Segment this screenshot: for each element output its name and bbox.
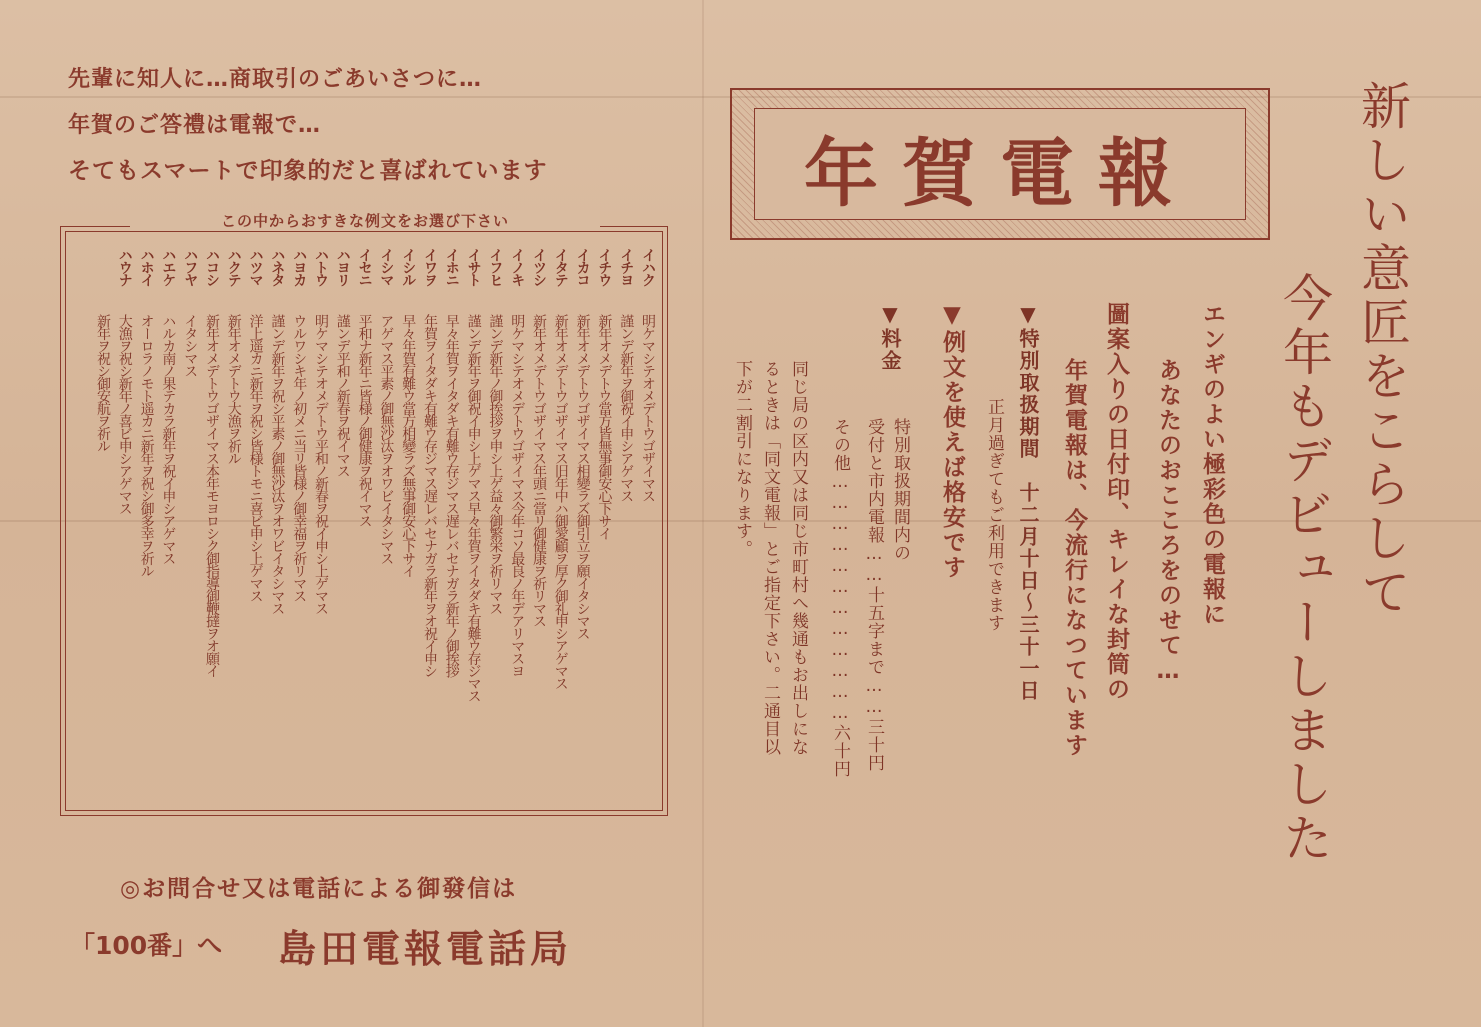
example-text: 新年オメデトウゴザイマス年頭ニ當リ御健康ヲ祈リマス: [531, 314, 547, 627]
intro-line-1: 先輩に知人に…商取引のごあいさつに…: [68, 67, 483, 92]
example-code: ハヨリ: [334, 248, 351, 286]
example-code: イホニ: [443, 248, 460, 286]
example-code: ハヨカ: [291, 248, 308, 286]
fee-row-2: 受付と市内電報……十五字まで……三十円: [864, 418, 884, 772]
example-text: 明ケマシテオメデトウ平和ノ新春ヲ祝イ申シ上ゲマス: [313, 314, 329, 614]
example-code: ハウナ: [116, 248, 133, 286]
intro-line-2: 年賀のご答禮は電報で…: [68, 113, 322, 138]
example-code: イフヒ: [487, 248, 504, 286]
example-text: 謹ンデ新年ノ御挨拶ヲ申シ上ゲ益々御繁栄ヲ祈リマス: [487, 314, 504, 614]
example-text: 大漁ヲ祝シ新年ノ喜ビ申シアゲマス: [116, 314, 133, 514]
example-code: ハツマ: [247, 248, 264, 286]
example-code: イカコ: [574, 248, 591, 286]
fee-row-3: その他………………………………六十円: [830, 418, 850, 778]
feature-line-2: あなたのおこころをのせて…: [1155, 358, 1181, 686]
title-banner-inner: [754, 108, 1246, 220]
example-text: 洋上遥カニ新年ヲ祝シ皆様トモニ喜ビ申シ上ゲマス: [247, 314, 264, 602]
fold-line: [702, 0, 704, 1027]
example-code: イハク: [640, 248, 656, 286]
cheap-heading: ▼例文を使えば格安です: [939, 302, 965, 580]
example-code: イシル: [400, 248, 417, 286]
example-text: 新年オメデトウゴザイマス本年モヨロシク御指導御鞭撻ヲオ願イ: [204, 314, 220, 677]
example-code: イワヲ: [422, 248, 438, 286]
example-text: 明ケマシテオメデトウゴザイマス: [640, 314, 656, 502]
example-text: 早々年賀有難ウ當方相變ラズ無事御安心下サイ: [400, 314, 417, 577]
example-text: 新年オメデトウゴザイマス相變ラズ御引立ヲ願イタシマス: [574, 314, 591, 639]
title-banner: [730, 88, 1270, 240]
example-code: ハクテ: [225, 248, 242, 286]
example-code: ハコシ: [204, 248, 220, 286]
bulk-line-1: 同じ局の区内又は同じ市町村へ幾通もお出しにな: [788, 360, 808, 756]
banner-title: 年賀電報: [804, 131, 1196, 217]
example-text: 明ケマシテオメデトウゴザイマス今年コソ最良ノ年デアリマスヨ: [509, 314, 526, 677]
headline-line-2: 今年もデビューしました: [1275, 272, 1333, 866]
example-text: アゲマス平素ノ御無沙汰ヲオワビイタシマス: [378, 314, 395, 564]
example-text: 謹ンデ新年ヲ御祝イ申シアゲマス: [618, 314, 635, 502]
example-code: イセニ: [356, 248, 373, 286]
example-text: 謹ンデ新年ヲ御祝イ申シ上ゲマス早々年賀ヲイタダキ有難ウ存ジマス: [465, 314, 482, 702]
example-code: ハエケ: [160, 248, 177, 286]
phone-number: 「100番」へ: [70, 931, 223, 960]
example-code: イノキ: [509, 248, 526, 286]
period-heading: ▼特別取扱期間 十二月十日〜三十一日: [1016, 302, 1040, 702]
example-code: ハトウ: [313, 248, 329, 286]
example-text: オーロラノモト遥カニ新年ヲ祝シ御多幸ヲ祈ル: [138, 314, 155, 577]
example-text: 新年ヲ祝シ御安航ヲ祈ル: [95, 314, 111, 452]
example-code: ハネタ: [269, 248, 286, 286]
feature-line-4: 年賀電報は、今流行になつています: [1061, 358, 1087, 758]
examples-title: この中からおすきな例文をお選び下さい: [130, 210, 600, 231]
example-text: 新年オメデトウゴザイマス旧年中ハ御愛顧ヲ厚ク御礼申シアゲマス: [552, 314, 569, 689]
bulk-line-3: 下が二割引になります。: [732, 360, 752, 558]
example-text: 早々年賀ヲイタダキ有難ウ存ジマス遅レバセナガラ新年ノ御挨拶: [443, 314, 460, 677]
example-code: イタテ: [552, 248, 569, 286]
office-name: 島田電報電話局: [278, 927, 573, 971]
bulk-line-2: るときは「同文電報」とご指定下さい。二通目以: [760, 360, 780, 756]
intro-line-3: そてもスマートで印象的だと喜ばれています: [68, 158, 548, 184]
inquiry-text: ◎お問合せ又は電話による御發信は: [120, 876, 518, 902]
example-text: 年賀ヲイタダキ有難ウ存ジマス遅レバセナガラ新年ヲオ祝イ申シ: [422, 314, 438, 677]
example-code: ハフヤ: [182, 248, 199, 286]
feature-line-1: エンギのよい極彩色の電報に: [1199, 302, 1225, 627]
example-text: イタシマス: [182, 314, 199, 377]
fee-heading: ▼料金: [878, 302, 902, 372]
example-code: ハホイ: [138, 248, 155, 286]
example-code: イシマ: [378, 248, 395, 286]
example-code: イサト: [465, 248, 482, 286]
example-text: ハルカ南ノ果テカラ新年ヲ祝イ申シアゲマス: [160, 314, 177, 564]
example-text: 謹ンデ新年ヲ祝シ平素ノ御無沙汰ヲオワビイタシマス: [269, 314, 286, 614]
example-code: イチウ: [596, 248, 613, 286]
example-code: イチヨ: [618, 248, 635, 286]
example-text: 謹ンデ平和ノ新春ヲ祝イマス: [334, 314, 351, 477]
headline-line-1: 新しい意匠をこらして: [1353, 80, 1411, 620]
example-text: ウルワシキ年ノ初メニ当リ皆様ノ御幸福ヲ祈リマス: [291, 314, 308, 602]
example-text: 新年オメデトウ大漁ヲ祈ル: [225, 314, 242, 464]
feature-line-3: 圖案入りの日付印、キレイな封筒の: [1103, 302, 1129, 702]
example-text: 新年オメデトウ當方皆無事御安心下サイ: [596, 314, 613, 539]
fee-row-1: 特別取扱期間内の: [890, 418, 910, 562]
example-code: イツシ: [531, 248, 547, 286]
example-text: 平和ナ新年ニ皆様ノ御健康ヲ祝イマス: [356, 314, 373, 527]
period-note: 正月過ぎてもご利用できます: [984, 398, 1004, 632]
